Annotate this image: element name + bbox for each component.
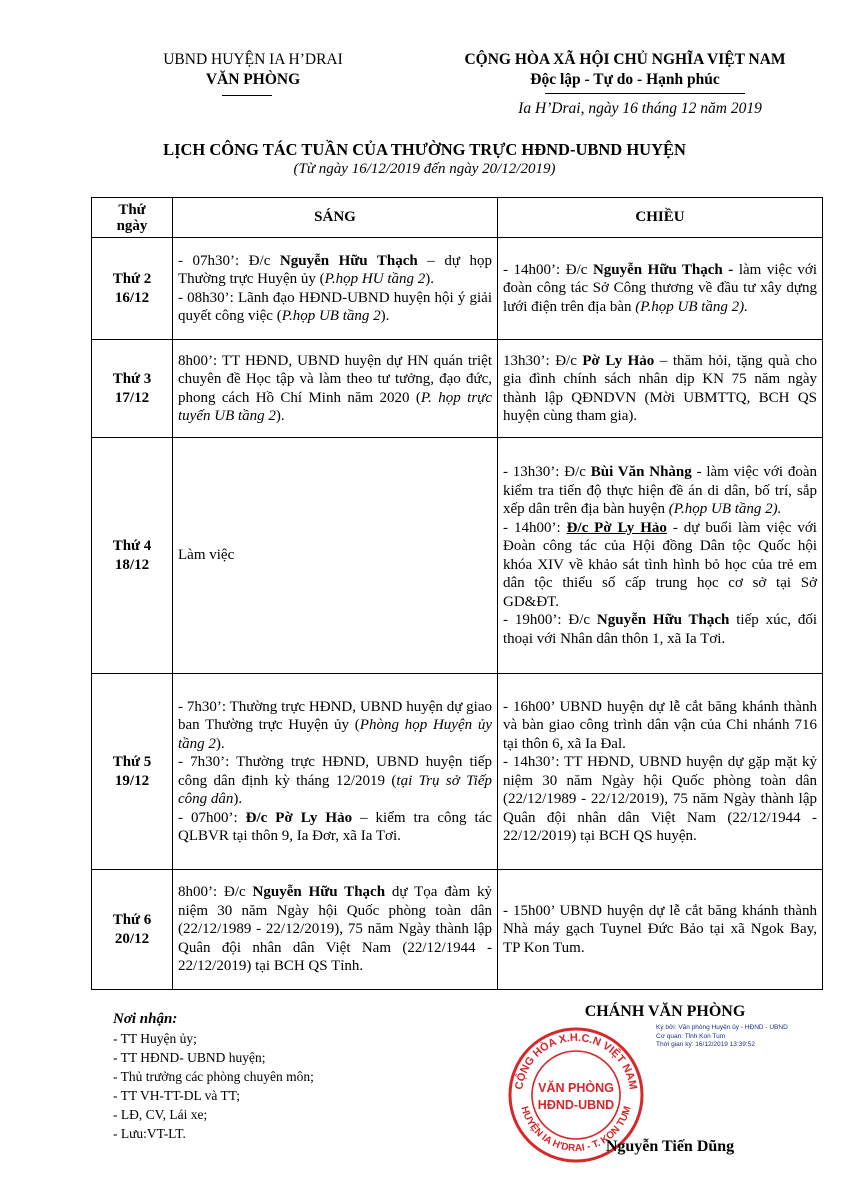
day-cell bbox=[92, 238, 173, 340]
day-cell bbox=[92, 340, 173, 438]
day-label: Thứ 2 bbox=[112, 271, 152, 287]
afternoon-entry: 13h30’: Đ/c Pờ Ly Hảo – thăm hỏi, tặng quà cho gia đình chính sách nhân dịp KN 75 năm ngày thành lập QĐNDVN (Mời UBMTTQ, BCH QS huyện cùng tham gia). bbox=[503, 352, 817, 424]
motto-underline bbox=[545, 93, 745, 94]
day-label: Thứ 3 bbox=[112, 371, 152, 387]
org-name: UBND HUYỆN IA H’DRAI bbox=[163, 51, 343, 68]
day-cell bbox=[92, 870, 173, 990]
signer-name: Nguyễn Tiến Dũng bbox=[605, 1138, 735, 1155]
afternoon-entry: - 13h30’: Đ/c Bùi Văn Nhàng - làm việc với đoàn kiểm tra tiến độ thực hiện đề án di dân, bố trí, sắp xếp dân trên địa bàn huyện (P.họp UB tầng 2). bbox=[503, 464, 817, 517]
afternoon-cell bbox=[498, 870, 823, 990]
nation-motto: Độc lập - Tự do - Hạnh phúc bbox=[530, 71, 720, 88]
col-morning-header: SÁNG bbox=[173, 198, 498, 238]
morning-entry: Làm việc bbox=[178, 547, 235, 564]
digital-signature-info bbox=[656, 1024, 816, 1050]
day-label: Thứ 6 bbox=[112, 912, 152, 928]
afternoon-entry: - 14h00’: Đ/c Pờ Ly Hảo - dự buổi làm việc với Đoàn công tác của Hội đồng Dân tộc Quốc hội khóa XIV về khảo sát tình hình bỏ học của trẻ em dân tộc thiểu số cấp trung học cơ sở tại Sở GD&ĐT. bbox=[503, 519, 817, 610]
date-label: 18/12 bbox=[114, 556, 150, 573]
signer-title: CHÁNH VĂN PHÒNG bbox=[584, 1003, 746, 1020]
digital-agency: Cơ quan: Tỉnh Kon Tum bbox=[656, 1032, 726, 1040]
recipients-label: Nơi nhận: bbox=[113, 1011, 178, 1027]
morning-cell bbox=[173, 238, 498, 340]
day-cell bbox=[92, 438, 173, 674]
recipient-item: - TT VH-TT-DL và TT; bbox=[113, 1088, 240, 1103]
table-row bbox=[92, 340, 823, 438]
afternoon-cell bbox=[498, 340, 823, 438]
schedule-table bbox=[91, 197, 823, 990]
table-row bbox=[92, 438, 823, 674]
afternoon-cell bbox=[498, 438, 823, 674]
morning-entry: - 08h30’: Lãnh đạo HĐND-UBND huyện hội ý giải quyết công việc (P.họp UB tầng 2). bbox=[178, 289, 492, 324]
morning-cell bbox=[173, 438, 498, 674]
office-name: VĂN PHÒNG bbox=[205, 71, 301, 88]
morning-entry: - 07h30’: Đ/c Nguyễn Hữu Thạch – dự họp Thường trực Huyện ủy (P.họp HU tầng 2). bbox=[178, 252, 492, 287]
col-day-label-2: ngày bbox=[116, 217, 148, 234]
morning-entry: - 7h30’: Thường trực HĐND, UBND huyện tiếp công dân định kỳ tháng 12/2019 (tại Trụ sở Tiếp công dân). bbox=[178, 754, 492, 807]
date-label: 20/12 bbox=[114, 930, 150, 947]
day-label: Thứ 4 bbox=[112, 538, 152, 554]
nation-header bbox=[450, 50, 800, 90]
morning-entry: - 07h00’: Đ/c Pờ Ly Hảo – kiểm tra công tác QLBVR tại thôn 9, Ia Đơr, xã Ia Tơi. bbox=[178, 809, 492, 844]
stamp-center-line-1: VĂN PHÒNG bbox=[538, 1081, 614, 1095]
stamp-inner-ring bbox=[532, 1051, 620, 1139]
morning-entry: 8h00’: TT HĐND, UBND huyện dự HN quán triệt chuyên đề Học tập và làm theo tư tưởng, đạo đức, phong cách Hồ Chí Minh năm 2020 (P. họp trực tuyến UB tầng 2). bbox=[178, 352, 492, 424]
dateline: Ia H’Drai, ngày 16 tháng 12 năm 2019 bbox=[518, 100, 762, 117]
table-header-row bbox=[92, 198, 823, 238]
afternoon-entry: - 14h00’: Đ/c Nguyễn Hữu Thạch - làm việc với đoàn công tác Sở Công thương về đầu tư xây dựng lưới điện trên địa bàn (P.họp UB tầng 2). bbox=[503, 261, 817, 315]
afternoon-entry: - 14h30’: TT HĐND, UBND huyện dự gặp mặt kỷ niệm 30 năm Ngày hội Quốc phòng toàn dân (22/12/1989 - 22/12/2019), 75 năm Ngày thành lập Quân đội nhân dân Việt Nam (22/12/1944 - 22/12/2019) tại BCH QS huyện. bbox=[503, 754, 817, 844]
recipient-item: - Thủ trưởng các phòng chuyên môn; bbox=[113, 1069, 314, 1084]
col-day-label-1: Thứ bbox=[118, 201, 146, 218]
morning-entry: - 7h30’: Thường trực HĐND, UBND huyện dự giao ban Thường trực Huyện ủy (Phòng họp Huyện ủy tầng 2). bbox=[178, 698, 493, 752]
afternoon-entry: - 16h00’ UBND huyện dự lễ cắt băng khánh thành và bàn giao công trình dân vận của Chi nhánh 716 tại thôn 6, xã Ia Đal. bbox=[503, 698, 817, 752]
recipient-item: - TT Huyện ủy; bbox=[113, 1031, 197, 1046]
morning-cell bbox=[173, 340, 498, 438]
morning-entry: 8h00’: Đ/c Nguyễn Hữu Thạch dự Tọa đàm kỷ niệm 30 năm Ngày hội Quốc phòng toàn dân (22/12/1989 - 22/12/2019), 75 năm Ngày thành lập Quân đội nhân dân Việt Nam (22/12/1944 - 22/12/2019) tại BCH QS Tỉnh. bbox=[178, 884, 492, 975]
morning-cell bbox=[173, 674, 498, 870]
day-label: Thứ 5 bbox=[112, 754, 152, 770]
stamp-ring-bottom-text: HUYỆN IA H'DRAI - T. KON TUM bbox=[518, 1105, 634, 1155]
recipient-item: - TT HĐND- UBND huyện; bbox=[113, 1050, 266, 1065]
digital-time: Thời gian ký: 16/12/2019 13:39:52 bbox=[656, 1041, 755, 1048]
stamp-center-line-2: HĐND-UBND bbox=[537, 1098, 615, 1112]
document-subtitle: (Từ ngày 16/12/2019 đến ngày 20/12/2019) bbox=[293, 161, 556, 177]
date-label: 16/12 bbox=[114, 289, 150, 306]
org-header bbox=[148, 50, 358, 90]
table-row bbox=[92, 870, 823, 990]
morning-cell bbox=[173, 870, 498, 990]
org-underline bbox=[222, 95, 272, 96]
recipient-item: - LĐ, CV, Lái xe; bbox=[113, 1107, 208, 1122]
document-title: LỊCH CÔNG TÁC TUẦN CỦA THƯỜNG TRỰC HĐND-UBND HUYỆN bbox=[163, 140, 686, 159]
table-row bbox=[92, 238, 823, 340]
afternoon-entry: - 15h00’ UBND huyện dự lễ cắt băng khánh thành Nhà máy gạch Tuynel Đức Bảo tại xã Ngok Bay, TP Kon Tum. bbox=[503, 902, 817, 956]
recipient-item: - Lưu:VT-LT. bbox=[113, 1126, 186, 1141]
afternoon-cell bbox=[498, 238, 823, 340]
nation-name: CỘNG HÒA XÃ HỘI CHỦ NGHĨA VIỆT NAM bbox=[464, 51, 786, 68]
day-cell bbox=[92, 674, 173, 870]
digital-signer: Ký bởi: Văn phòng Huyện ủy - HĐND - UBND bbox=[656, 1024, 788, 1031]
date-label: 17/12 bbox=[114, 389, 150, 406]
afternoon-cell bbox=[498, 674, 823, 870]
afternoon-entry: - 19h00’: Đ/c Nguyễn Hữu Thạch tiếp xúc, đối thoại với Nhân dân thôn 1, xã Ia Tơi. bbox=[503, 612, 818, 647]
date-label: 19/12 bbox=[114, 772, 150, 789]
table-row bbox=[92, 674, 823, 870]
col-afternoon-header: CHIỀU bbox=[498, 198, 823, 238]
stamp-ring-text: CỘNG HÒA X.H.C.N VIỆT NAM bbox=[513, 1031, 639, 1091]
col-day-header bbox=[92, 198, 173, 238]
recipients-block bbox=[113, 1010, 314, 1143]
